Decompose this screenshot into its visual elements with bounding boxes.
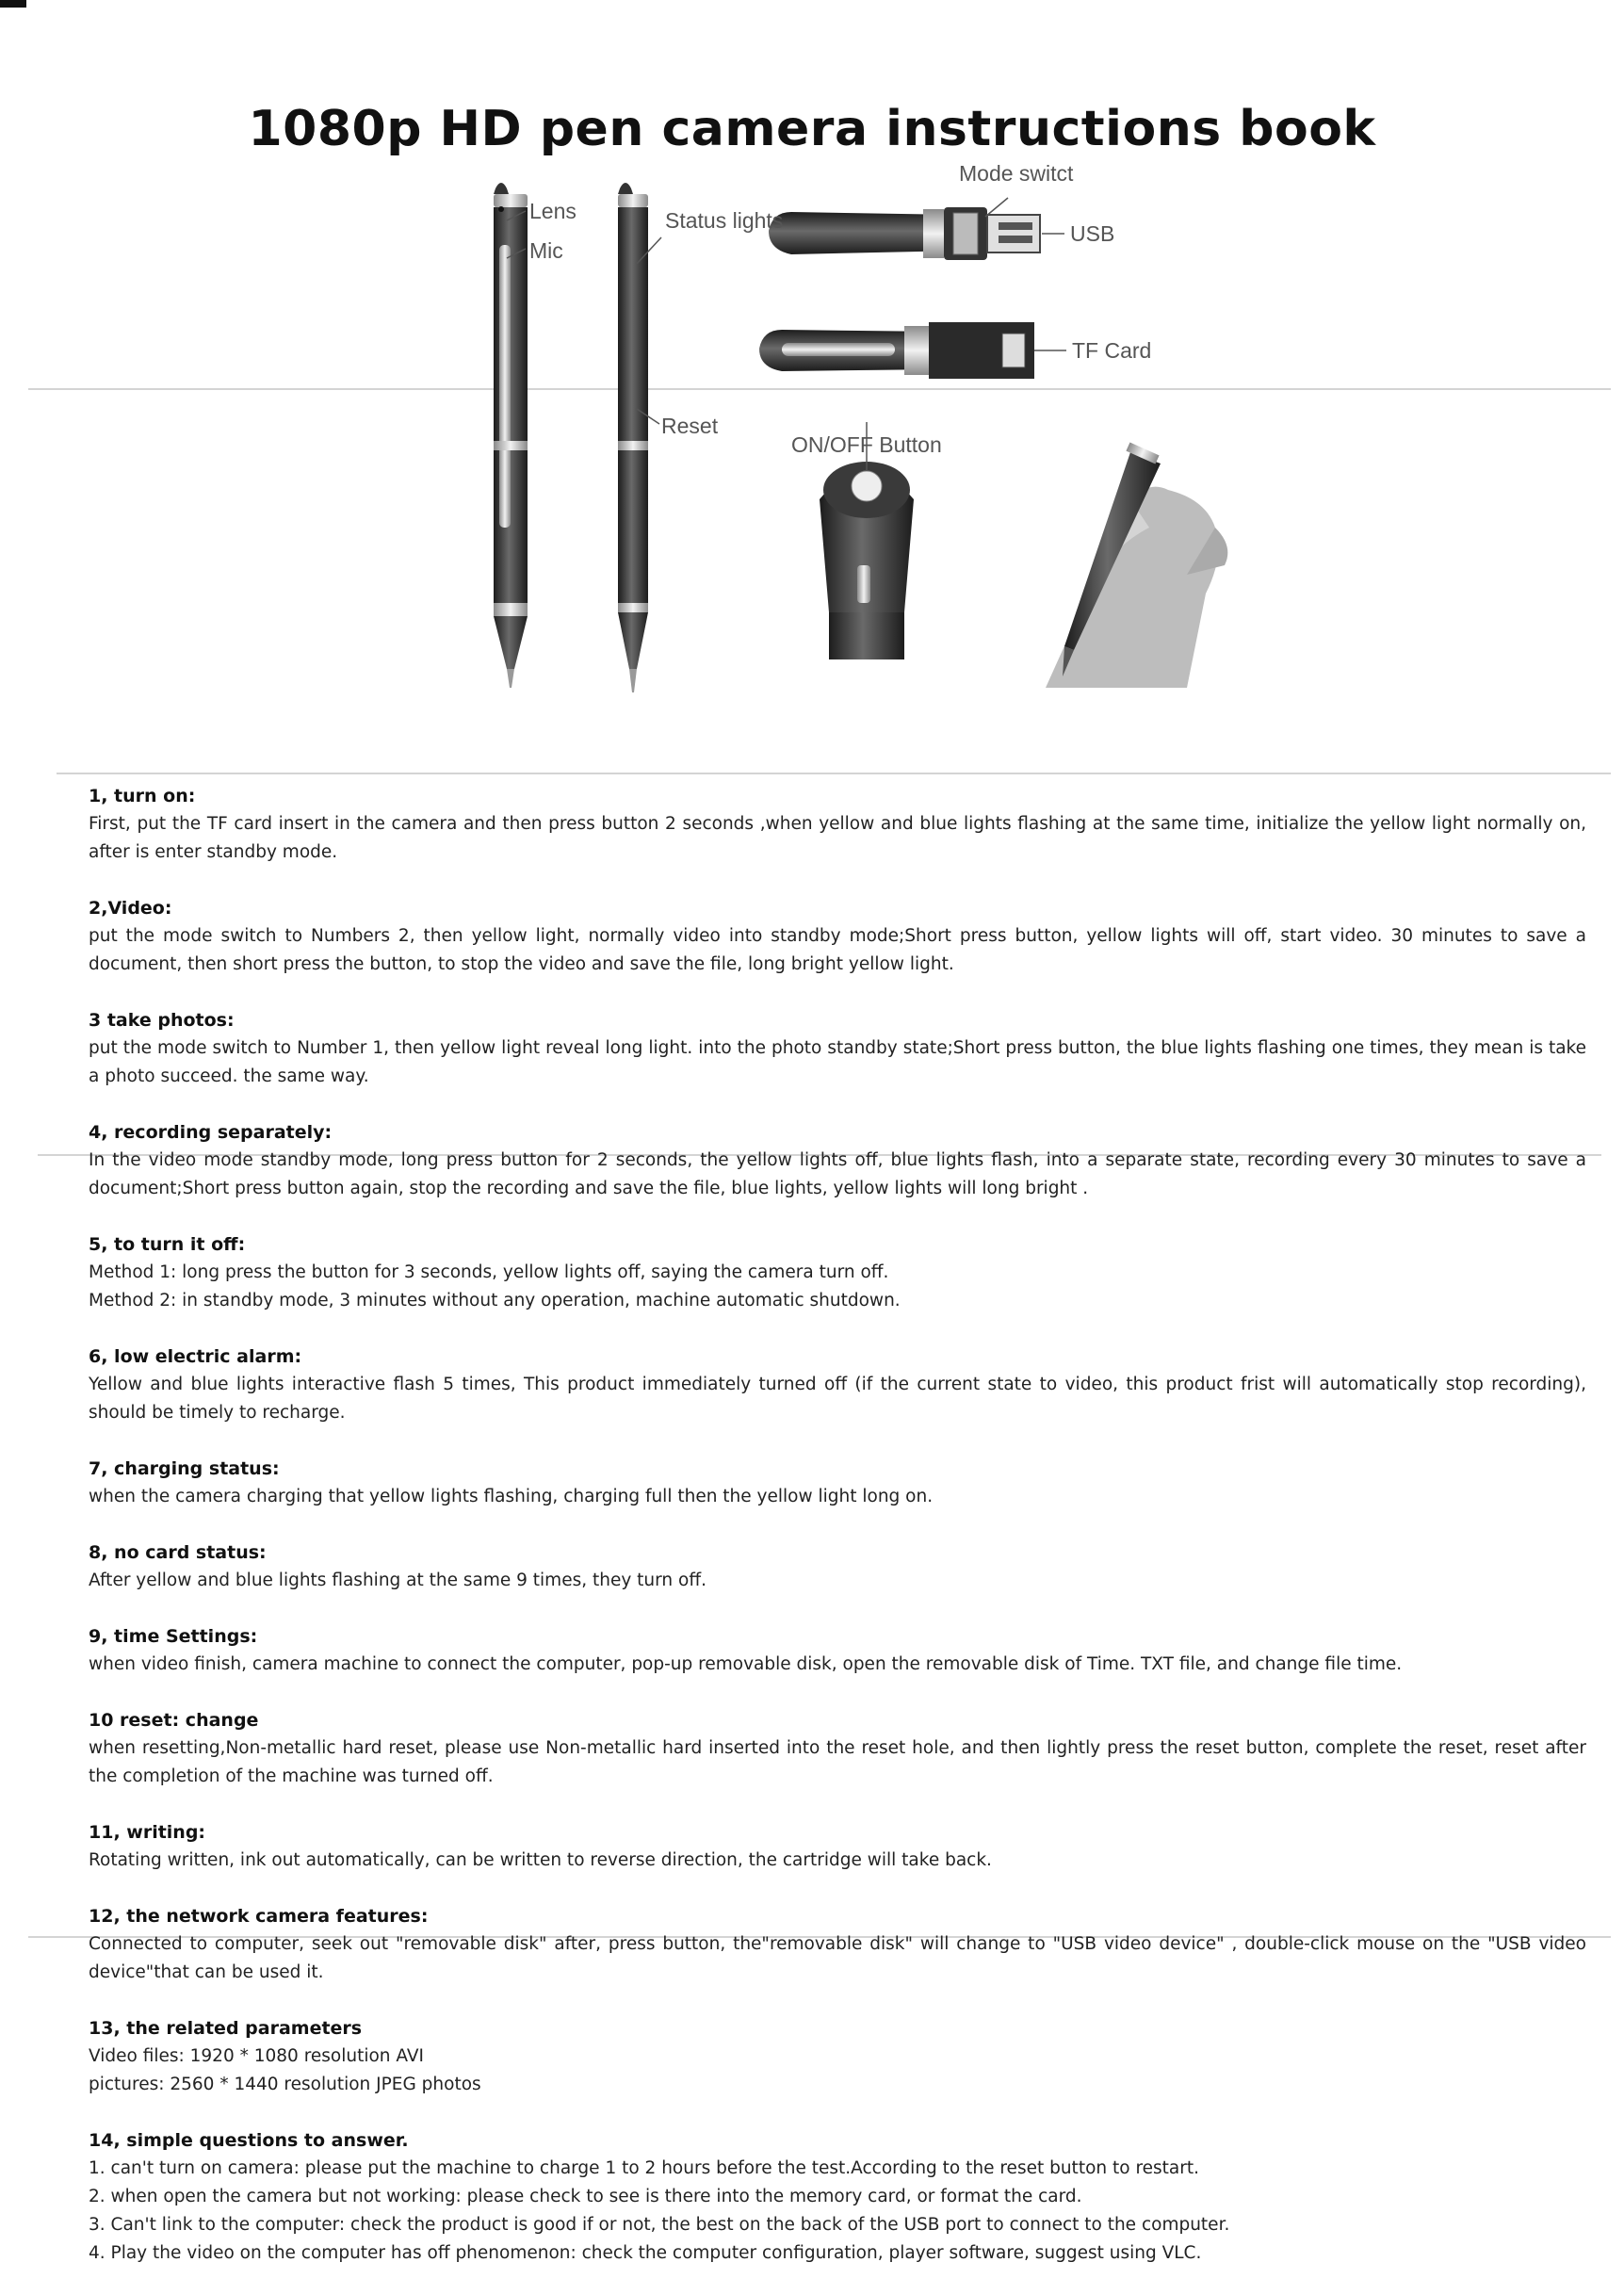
pen-tf-card-view	[759, 322, 1034, 379]
instruction-section	[89, 1343, 1586, 1427]
instruction-section	[89, 1455, 1586, 1511]
hand-holding-pen	[1046, 443, 1227, 688]
section-heading: 4, recording separately:	[89, 1122, 333, 1143]
instruction-section	[89, 782, 1586, 867]
section-paragraph: Method 1: long press the button for 3 seconds, yellow lights off, saying the camera turn off.	[89, 1262, 889, 1282]
section-paragraph: Method 2: in standby mode, 3 minutes without any operation, machine automatic shutdown.	[89, 1291, 901, 1310]
faq-item: 1. can't turn on camera: please put the machine to charge 1 to 2 hours before the test.According to the reset button to restart.	[89, 2158, 1199, 2178]
section-paragraph: Video files: 1920 * 1080 resolution AVI	[89, 2046, 424, 2066]
section-paragraph: when the camera charging that yellow lights flashing, charging full then the yellow light long on.	[89, 1487, 934, 1506]
label-mode-switch: Mode switct	[959, 161, 1074, 186]
section-heading: 3 take photos:	[89, 1010, 235, 1031]
section-heading: 12, the network camera features:	[89, 1906, 429, 1927]
instruction-section	[89, 1230, 1586, 1315]
section-paragraph: when resetting,Non-metallic hard reset, please use Non-metallic hard inserted into the reset hole, and then lightly press the reset button, complete the reset, reset after the completion of the machine was turned off.	[89, 1738, 1586, 1786]
scan-fold-line	[57, 773, 1611, 774]
pen-side-view	[618, 183, 648, 692]
pen-front-view	[494, 183, 528, 688]
section-heading: 10 reset: change	[89, 1710, 259, 1731]
instruction-section	[89, 2126, 1586, 2268]
section-heading: 8, no card status:	[89, 1542, 267, 1563]
instruction-section	[89, 1118, 1586, 1203]
section-heading: 5, to turn it off:	[89, 1234, 246, 1255]
faq-list	[89, 2155, 1586, 2268]
lens-dot	[498, 206, 504, 212]
product-diagram	[452, 160, 1262, 725]
pen-button-view	[820, 462, 914, 659]
label-usb: USB	[1070, 221, 1115, 246]
section-paragraph: pictures: 2560 * 1440 resolution JPEG photos	[89, 2075, 481, 2094]
instruction-section	[89, 1818, 1586, 1875]
section-heading: 1, turn on:	[89, 786, 196, 806]
instruction-section	[89, 894, 1586, 979]
section-paragraph: Connected to computer, seek out "removable disk" after, press button, the"removable disk" will change to "USB video device" , double-click mouse on the "USB video device"that can be used it.	[89, 1934, 1586, 1982]
instruction-section	[89, 1622, 1586, 1679]
label-tf-card: TF Card	[1072, 338, 1152, 363]
section-paragraph: put the mode switch to Number 1, then yellow light reveal long light. into the photo standby state;Short press button, the blue lights flashing one times, they mean is take a photo succeed. the same way.	[89, 1038, 1586, 1086]
instruction-section	[89, 1902, 1586, 1987]
scan-corner-mark	[0, 0, 26, 8]
pen-clip	[499, 245, 511, 528]
section-paragraph: First, put the TF card insert in the camera and then press button 2 seconds ,when yellow and blue lights flashing at the same time, initialize the yellow light normally on, after is enter standby mode.	[89, 814, 1586, 862]
section-paragraph: In the video mode standby mode, long press button for 2 seconds, the yellow lights off, blue lights flash, into a separate state, recording every 30 minutes to save a document;Short press button again, stop the recording and save the file, blue lights, yellow lights will long bright .	[89, 1150, 1586, 1198]
faq-item: 4. Play the video on the computer has off phenomenon: check the computer configuration, player software, suggest using VLC.	[89, 2243, 1202, 2263]
instruction-section	[89, 1706, 1586, 1791]
section-paragraph: Rotating written, ink out automatically, can be written to reverse direction, the cartridge will take back.	[89, 1850, 992, 1870]
section-heading: 11, writing:	[89, 1822, 206, 1843]
instruction-section	[89, 1006, 1586, 1091]
section-heading: 14, simple questions to answer.	[89, 2130, 409, 2151]
tf-card	[1002, 334, 1025, 367]
section-heading: 9, time Settings:	[89, 1626, 258, 1647]
section-paragraph: Yellow and blue lights interactive flash 5 times, This product immediately turned off (if the current state to video, this product frist will automatically stop recording), should be timely to recharge.	[89, 1375, 1586, 1423]
document-title: 1080p HD pen camera instructions book	[248, 100, 1376, 157]
section-heading: 2,Video:	[89, 898, 172, 919]
section-heading: 7, charging status:	[89, 1458, 280, 1479]
instruction-section	[89, 1538, 1586, 1595]
label-mic: Mic	[529, 238, 563, 263]
label-lens: Lens	[529, 199, 577, 223]
faq-item: 2. when open the camera but not working: please check to see is there into the memory card, or format the card.	[89, 2187, 1082, 2206]
section-paragraph: when video finish, camera machine to connect the computer, pop-up removable disk, open the removable disk of Time. TXT file, and change file time.	[89, 1654, 1403, 1674]
label-reset: Reset	[661, 414, 719, 438]
faq-item: 3. Can't link to the computer: check the product is good if or not, the best on the back of the USB port to connect to the computer.	[89, 2215, 1230, 2235]
usb-connector	[987, 215, 1040, 252]
instruction-section	[89, 2014, 1586, 2099]
section-paragraph: After yellow and blue lights flashing at the same 9 times, they turn off.	[89, 1571, 706, 1590]
section-paragraph: put the mode switch to Numbers 2, then yellow light, normally video into standby mode;Short press button, yellow lights will off, start video. 30 minutes to save a document, then short press the button, to stop the video and save the file, long bright yellow light.	[89, 926, 1586, 974]
instruction-sections	[89, 782, 1586, 2295]
label-on-off-button: ON/OFF Button	[791, 432, 942, 457]
section-heading: 13, the related parameters	[89, 2018, 363, 2039]
on-off-button	[852, 471, 882, 501]
label-status-lights: Status lights	[665, 208, 784, 233]
section-heading: 6, low electric alarm:	[89, 1346, 302, 1367]
